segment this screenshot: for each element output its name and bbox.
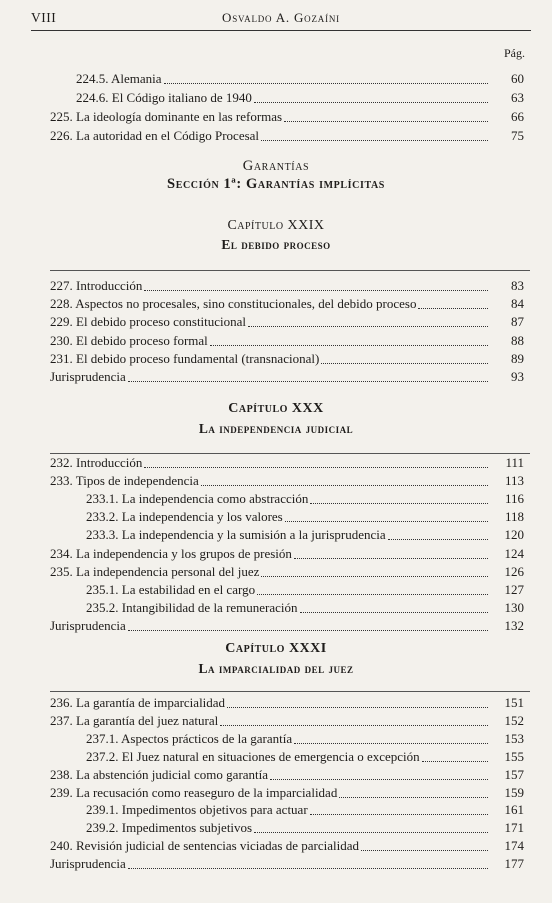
dot-leader — [220, 723, 488, 726]
toc-entry-page: 116 — [504, 491, 524, 507]
toc-entry-title: 240. Revisión judicial de sentencias viciadas de parcialidad — [50, 838, 360, 854]
divider — [50, 453, 530, 454]
toc-entry-title: 233.2. La independencia y los valores — [86, 509, 283, 525]
toc-entry — [0, 90, 524, 106]
toc-entry — [0, 369, 524, 385]
toc-entry — [0, 71, 524, 87]
toc-entry — [0, 838, 524, 854]
dot-leader — [285, 519, 488, 522]
toc-entry — [0, 109, 524, 125]
dot-leader — [254, 100, 488, 103]
toc-entry-title: 224.6. El Código italiano de 1940 — [76, 90, 252, 105]
dot-leader — [418, 306, 488, 309]
toc-entry-page: 174 — [504, 838, 524, 854]
toc-entry-page: 177 — [504, 856, 524, 872]
dot-leader — [294, 556, 488, 559]
dot-leader — [144, 288, 488, 291]
toc-entry — [0, 278, 524, 294]
toc-entry — [0, 296, 524, 312]
dot-leader — [339, 795, 488, 798]
toc-entry-title: 239.2. Impedimentos subjetivos — [86, 820, 253, 836]
divider — [50, 691, 530, 692]
toc-entry-page: 126 — [504, 563, 524, 579]
toc-entry-title: 230. El debido proceso formal — [50, 332, 208, 348]
toc-entry — [0, 351, 524, 367]
toc-entry-title: 231. El debido proceso fundamental (transnacional) — [50, 350, 320, 366]
toc-entry — [0, 473, 524, 489]
toc-entry-title: 232. Introducción — [50, 455, 143, 470]
toc-entry-title: Jurisprudencia — [50, 617, 126, 633]
toc-entry-title: 239. La recusación como reaseguro de la imparcialidad — [50, 784, 338, 800]
page-folio: VIII — [31, 10, 57, 25]
toc-entry-title: 239.1. Impedimentos objetivos para actuar — [86, 802, 308, 818]
chapter-title: El debido proceso — [221, 237, 331, 252]
chapter-number: Capítulo XXIX — [227, 218, 325, 233]
toc-entry — [0, 128, 524, 144]
toc-entry — [0, 314, 524, 330]
toc-entry-title: 233.1. La independencia como abstracción — [86, 491, 309, 507]
toc-entry-page: 83 — [511, 278, 524, 293]
toc-entry-page: 159 — [504, 784, 524, 800]
toc-entry-title: 235.1. La estabilidad en el cargo — [86, 581, 256, 597]
dot-leader — [257, 592, 488, 595]
chapter-title: La independencia judicial — [198, 421, 354, 436]
toc-entry — [0, 820, 524, 836]
toc-entry-title: 235.2. Intangibilidad de la remuneración — [86, 599, 298, 615]
toc-entry-title: 237.2. El Juez natural en situaciones de emergencia o excepción — [86, 748, 420, 764]
toc-entry-page: 151 — [504, 695, 524, 710]
dot-leader — [310, 812, 488, 815]
toc-entry — [0, 749, 524, 765]
toc-entry-page: 127 — [504, 581, 524, 597]
toc-entry — [0, 785, 524, 801]
toc-entry — [0, 713, 524, 729]
toc-entry-page: 66 — [511, 109, 524, 124]
toc-entry-page: 89 — [511, 350, 524, 366]
divider — [50, 270, 530, 271]
dot-leader — [261, 574, 488, 577]
dot-leader — [128, 628, 488, 631]
toc-entry-title: 234. La independencia y los grupos de presión — [50, 545, 292, 561]
chapter-number: Capítulo XXX — [228, 401, 324, 416]
toc-entry-title: 226. La autoridad en el Código Procesal — [50, 128, 260, 143]
toc-entry-page: 157 — [504, 766, 524, 782]
toc-entry-page: 152 — [504, 712, 524, 728]
toc-entry — [0, 618, 524, 634]
toc-entry — [0, 600, 524, 616]
dot-leader — [270, 777, 488, 780]
toc-entry-page: 130 — [504, 599, 524, 615]
running-header — [31, 10, 531, 31]
dot-leader — [144, 465, 488, 468]
page-column-label: Pág. — [504, 46, 525, 60]
toc-entry-title: Jurisprudencia — [50, 856, 126, 872]
toc-entry-page: 111 — [505, 455, 524, 470]
toc-entry-page: 63 — [511, 90, 524, 105]
dot-leader — [248, 324, 488, 327]
toc-entry-title: 224.5. Alemania — [76, 71, 162, 86]
toc-entry-page: 60 — [511, 71, 524, 86]
toc-entry-title: 225. La ideología dominante en las reformas — [50, 109, 283, 124]
toc-entry-title: 229. El debido proceso constitucional — [50, 314, 247, 330]
dot-leader — [227, 705, 488, 708]
toc-entry-page: 155 — [504, 748, 524, 764]
part-title: Garantías — [242, 158, 310, 174]
toc-entry — [0, 333, 524, 349]
toc-entry-title: 236. La garantía de imparcialidad — [50, 695, 226, 710]
dot-leader — [361, 848, 488, 851]
dot-leader — [294, 741, 488, 744]
toc-entry-page: 88 — [511, 332, 524, 348]
dot-leader — [310, 501, 488, 504]
dot-leader — [164, 81, 488, 84]
toc-entry — [0, 564, 524, 580]
dot-leader — [261, 138, 488, 141]
toc-entry-page: 113 — [504, 473, 524, 489]
toc-entry — [0, 509, 524, 525]
toc-entry — [0, 546, 524, 562]
toc-entry-title: 237. La garantía del juez natural — [50, 712, 219, 728]
toc-entry-page: 93 — [511, 369, 524, 384]
dot-leader — [254, 830, 488, 833]
dot-leader — [321, 361, 488, 364]
dot-leader — [284, 119, 488, 122]
toc-entry — [0, 731, 524, 747]
toc-entry — [0, 767, 524, 783]
toc-entry — [0, 856, 524, 872]
toc-entry — [0, 527, 524, 543]
chapter-title: La imparcialidad del juez — [198, 661, 354, 676]
dot-leader — [422, 759, 488, 762]
toc-entry-page: 161 — [504, 802, 524, 818]
toc-entry-page: 118 — [504, 509, 524, 525]
toc-entry-page: 171 — [504, 820, 524, 836]
dot-leader — [128, 866, 488, 869]
dot-leader — [300, 610, 488, 613]
chapter-number: Capítulo XXXI — [225, 641, 327, 656]
toc-entry-title: 238. La abstención judicial como garantía — [50, 766, 269, 782]
toc-entry — [0, 491, 524, 507]
toc-entry-title: 233.3. La independencia y la sumisión a la jurisprudencia — [86, 527, 386, 543]
toc-entry-title: 237.1. Aspectos prácticos de la garantía — [86, 730, 293, 746]
dot-leader — [128, 379, 488, 382]
section-title: Sección 1ª: Garantías implícitas — [167, 176, 385, 192]
toc-entry-page: 153 — [504, 730, 524, 746]
dot-leader — [210, 343, 488, 346]
toc-entry-title: Jurisprudencia — [50, 369, 126, 384]
toc-entry-page: 120 — [504, 527, 524, 543]
toc-entry-page: 87 — [511, 314, 524, 330]
dot-leader — [201, 483, 488, 486]
toc-entry — [0, 802, 524, 818]
toc-entry-title: 233. Tipos de independencia — [50, 473, 199, 489]
toc-entry — [0, 455, 524, 471]
toc-entry — [0, 695, 524, 711]
toc-entry-page: 124 — [504, 545, 524, 561]
running-head-author: Osvaldo A. Gozaíni — [222, 10, 340, 25]
toc-entry-page: 75 — [511, 128, 524, 143]
toc-entry-page: 132 — [504, 617, 524, 633]
toc-entry-title: 227. Introducción — [50, 278, 143, 293]
dot-leader — [388, 537, 488, 540]
toc-entry — [0, 582, 524, 598]
toc-entry-title: 228. Aspectos no procesales, sino constitucionales, del debido proceso — [50, 296, 417, 312]
toc-entry-title: 235. La independencia personal del juez — [50, 563, 260, 579]
toc-entry-page: 84 — [511, 296, 524, 312]
